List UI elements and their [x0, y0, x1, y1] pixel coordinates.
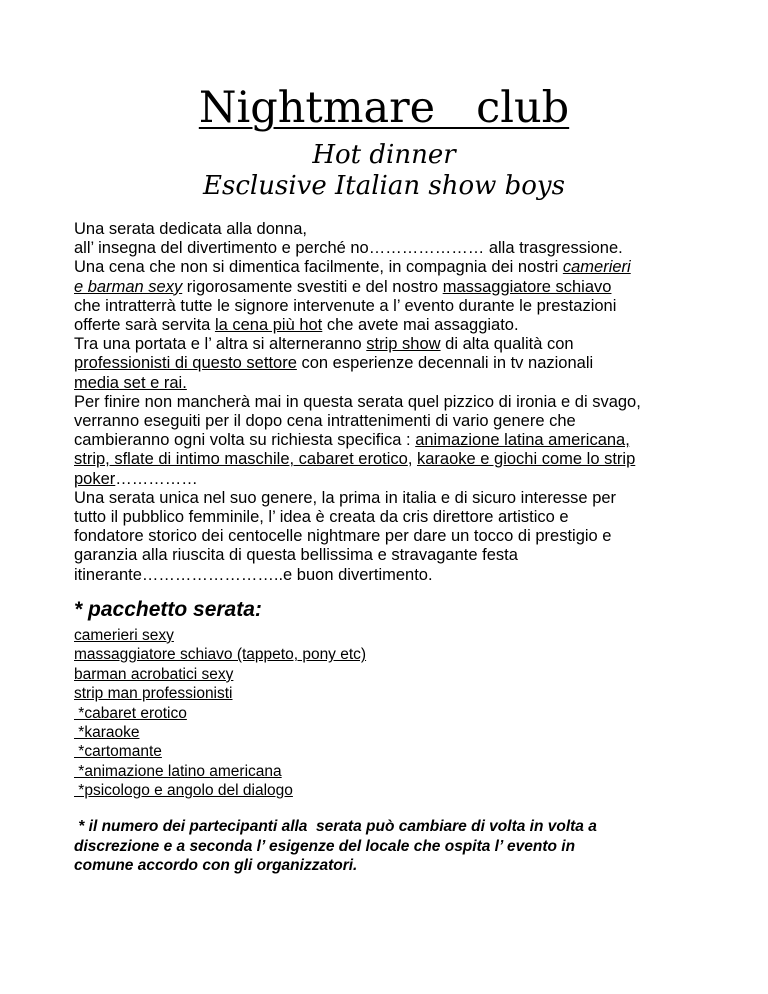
text-line: fondatore storico dei centocelle nightmare per dare un tocco di prestigio e — [74, 527, 612, 546]
page-title — [0, 82, 768, 134]
text-line: che intratterrà tutte le signore intervenute a l’ evento durante le prestazioni — [74, 296, 617, 315]
highlight-professionisti: professionisti di questo settore — [74, 354, 297, 373]
text-line: cambieranno ogni volta su richiesta specifica : animazione latina americana, — [74, 431, 630, 450]
footnote-line: comune accordo con gli organizzatori. — [74, 857, 358, 875]
text-line: itinerante……………………..e buon divertimento. — [74, 565, 433, 584]
text-line: professionisti di questo settore con esperienze decennali in tv nazionali — [74, 354, 594, 373]
list-item: camerieri sexy — [74, 627, 174, 644]
highlight-massaggiatore: massaggiatore schiavo — [442, 277, 612, 296]
footnote-line: discrezione e a seconda l’ esigenze del locale che ospita l’ evento in — [74, 837, 576, 855]
highlight-poker: poker — [74, 469, 116, 488]
text-line: garanzia alla riuscita di questa bellissima e stravagante festa — [74, 546, 518, 565]
text-line: all’ insegna del divertimento e perché no………………… alla trasgressione. — [74, 239, 623, 258]
list-item: massaggiatore schiavo (tappeto, pony etc) — [74, 646, 367, 664]
text-line: offerte sarà servita la cena più hot che avete mai assaggiato. — [74, 316, 519, 335]
list-item: *animazione latino americana — [74, 762, 282, 780]
package-list — [74, 626, 366, 801]
footnote — [74, 817, 714, 876]
highlight-camerieri: camerieri — [562, 258, 631, 277]
text-line: tutto il pubblico femminile, l’ idea è creata da cris direttore artistico e — [74, 508, 569, 527]
list-item: *cabaret erotico — [74, 704, 187, 722]
text-line: Per finire non mancherà mai in questa serata quel pizzico di ironia e di svago, — [74, 392, 641, 411]
footnote-line: * il numero dei partecipanti alla serata può cambiare di volta in volta a — [74, 818, 597, 835]
text-line: Una serata dedicata alla donna, — [74, 220, 307, 238]
list-item: *psicologo e angolo del dialogo — [74, 782, 293, 800]
highlight-animazione: animazione latina americana, — [415, 431, 630, 450]
text-line: e barman sexy rigorosamente svestiti e del nostro massaggiatore schiavo — [74, 277, 612, 296]
text-line: Tra una portata e l’ altra si alterneranno strip show di alta qualità con — [74, 335, 574, 354]
subtitle-show-boys: Esclusive Italian show boys — [203, 171, 565, 201]
highlight-cena-hot: la cena più hot — [214, 316, 323, 335]
highlight-strip-show: strip show — [366, 335, 441, 354]
highlight-strip-cabaret: strip, sflate di intimo maschile, cabaret erotico — [74, 450, 408, 469]
text-line: verranno eseguiti per il dopo cena intrattenimenti di vario genere che — [74, 412, 576, 431]
subtitle-hot-dinner: Hot dinner — [312, 140, 456, 170]
text-line: strip, sflate di intimo maschile, cabaret erotico, karaoke e giochi come lo strip — [74, 450, 636, 469]
title-text: Nightmare club — [198, 83, 570, 133]
highlight-media-set: media set e rai. — [74, 373, 187, 392]
text-line: Una serata unica nel suo genere, la prima in italia e di sicuro interesse per — [74, 488, 617, 507]
text-line: Una cena che non si dimentica facilmente, in compagnia dei nostri camerieri — [74, 258, 631, 277]
intro-paragraph — [74, 220, 724, 585]
text-line: poker…………… — [74, 469, 198, 488]
list-item: strip man professionisti — [74, 685, 233, 703]
list-item: *karaoke — [74, 724, 140, 742]
list-item: *cartomante — [74, 743, 162, 761]
highlight-karaoke: karaoke e giochi come lo strip — [416, 450, 636, 469]
list-item: barman acrobatici sexy — [74, 665, 234, 683]
highlight-barman: e barman sexy — [74, 277, 183, 296]
package-heading: * pacchetto serata: — [74, 598, 262, 621]
